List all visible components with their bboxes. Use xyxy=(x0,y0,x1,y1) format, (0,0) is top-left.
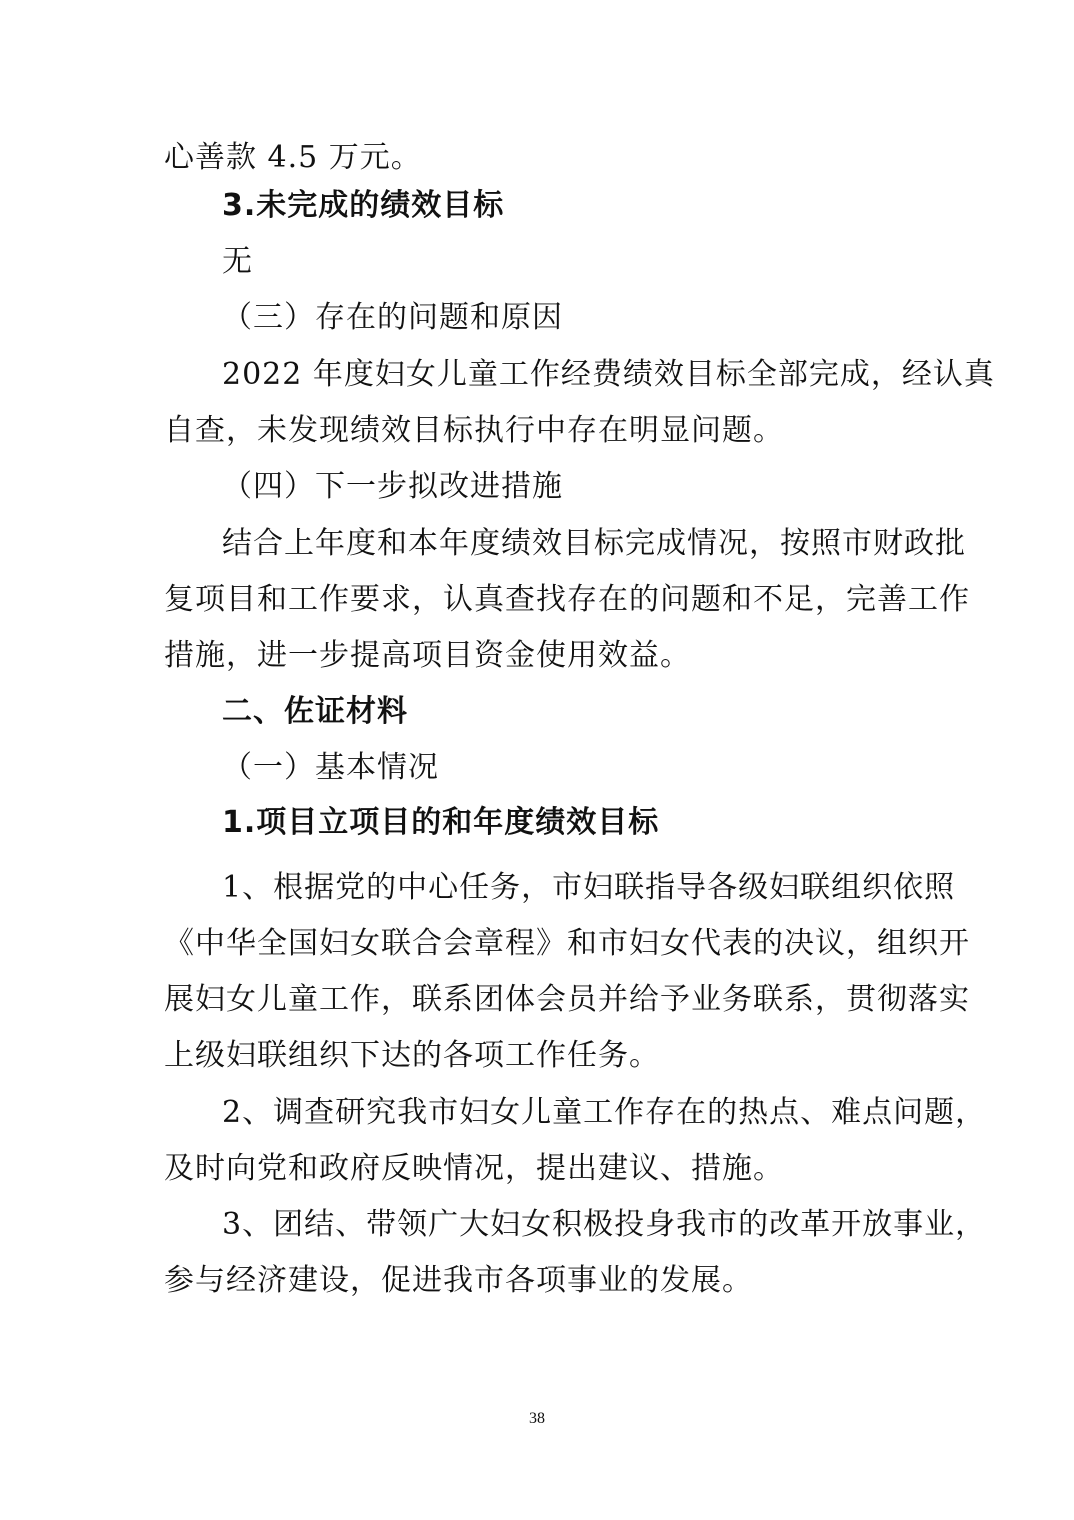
subheading-project-goals: 1.项目立项目的和年度绩效目标 xyxy=(222,805,660,840)
paragraph-line: 及时向党和政府反映情况，提出建议、措施。 xyxy=(164,1151,784,1186)
paragraph-line: 《中华全国妇女联合会章程》和市妇女代表的决议，组织开 xyxy=(164,926,970,961)
section-heading-problems: （三）存在的问题和原因 xyxy=(222,300,563,335)
paragraph-line: 1、根据党的中心任务，市妇联指导各级妇联组织依照 xyxy=(222,870,956,905)
page-number: 38 xyxy=(529,1410,545,1427)
paragraph-line: 3、团结、带领广大妇女积极投身我市的改革开放事业， xyxy=(222,1207,987,1242)
paragraph-line: 复项目和工作要求，认真查找存在的问题和不足，完善工作 xyxy=(164,582,970,617)
paragraph-line: 2022 年度妇女儿童工作经费绩效目标全部完成，经认真 xyxy=(222,357,995,392)
paragraph-line: 上级妇联组织下达的各项工作任务。 xyxy=(164,1038,660,1073)
paragraph-line: 无 xyxy=(222,244,253,279)
paragraph-line: 心善款 4.5 万元。 xyxy=(164,140,422,175)
subheading-unfinished-goals: 3.未完成的绩效目标 xyxy=(222,188,505,223)
paragraph-line: 展妇女儿童工作，联系团体会员并给予业务联系，贯彻落实 xyxy=(164,982,970,1017)
section-heading-basic-info: （一）基本情况 xyxy=(222,750,439,785)
paragraph-line: 结合上年度和本年度绩效目标完成情况，按照市财政批 xyxy=(222,526,966,561)
paragraph-line: 措施，进一步提高项目资金使用效益。 xyxy=(164,638,691,673)
paragraph-line: 自查，未发现绩效目标执行中存在明显问题。 xyxy=(164,413,784,448)
section-heading-improvements: （四）下一步拟改进措施 xyxy=(222,469,563,504)
heading-supporting-materials: 二、佐证材料 xyxy=(222,694,408,729)
paragraph-line: 参与经济建设，促进我市各项事业的发展。 xyxy=(164,1263,753,1298)
paragraph-line: 2、调查研究我市妇女儿童工作存在的热点、难点问题， xyxy=(222,1095,987,1130)
